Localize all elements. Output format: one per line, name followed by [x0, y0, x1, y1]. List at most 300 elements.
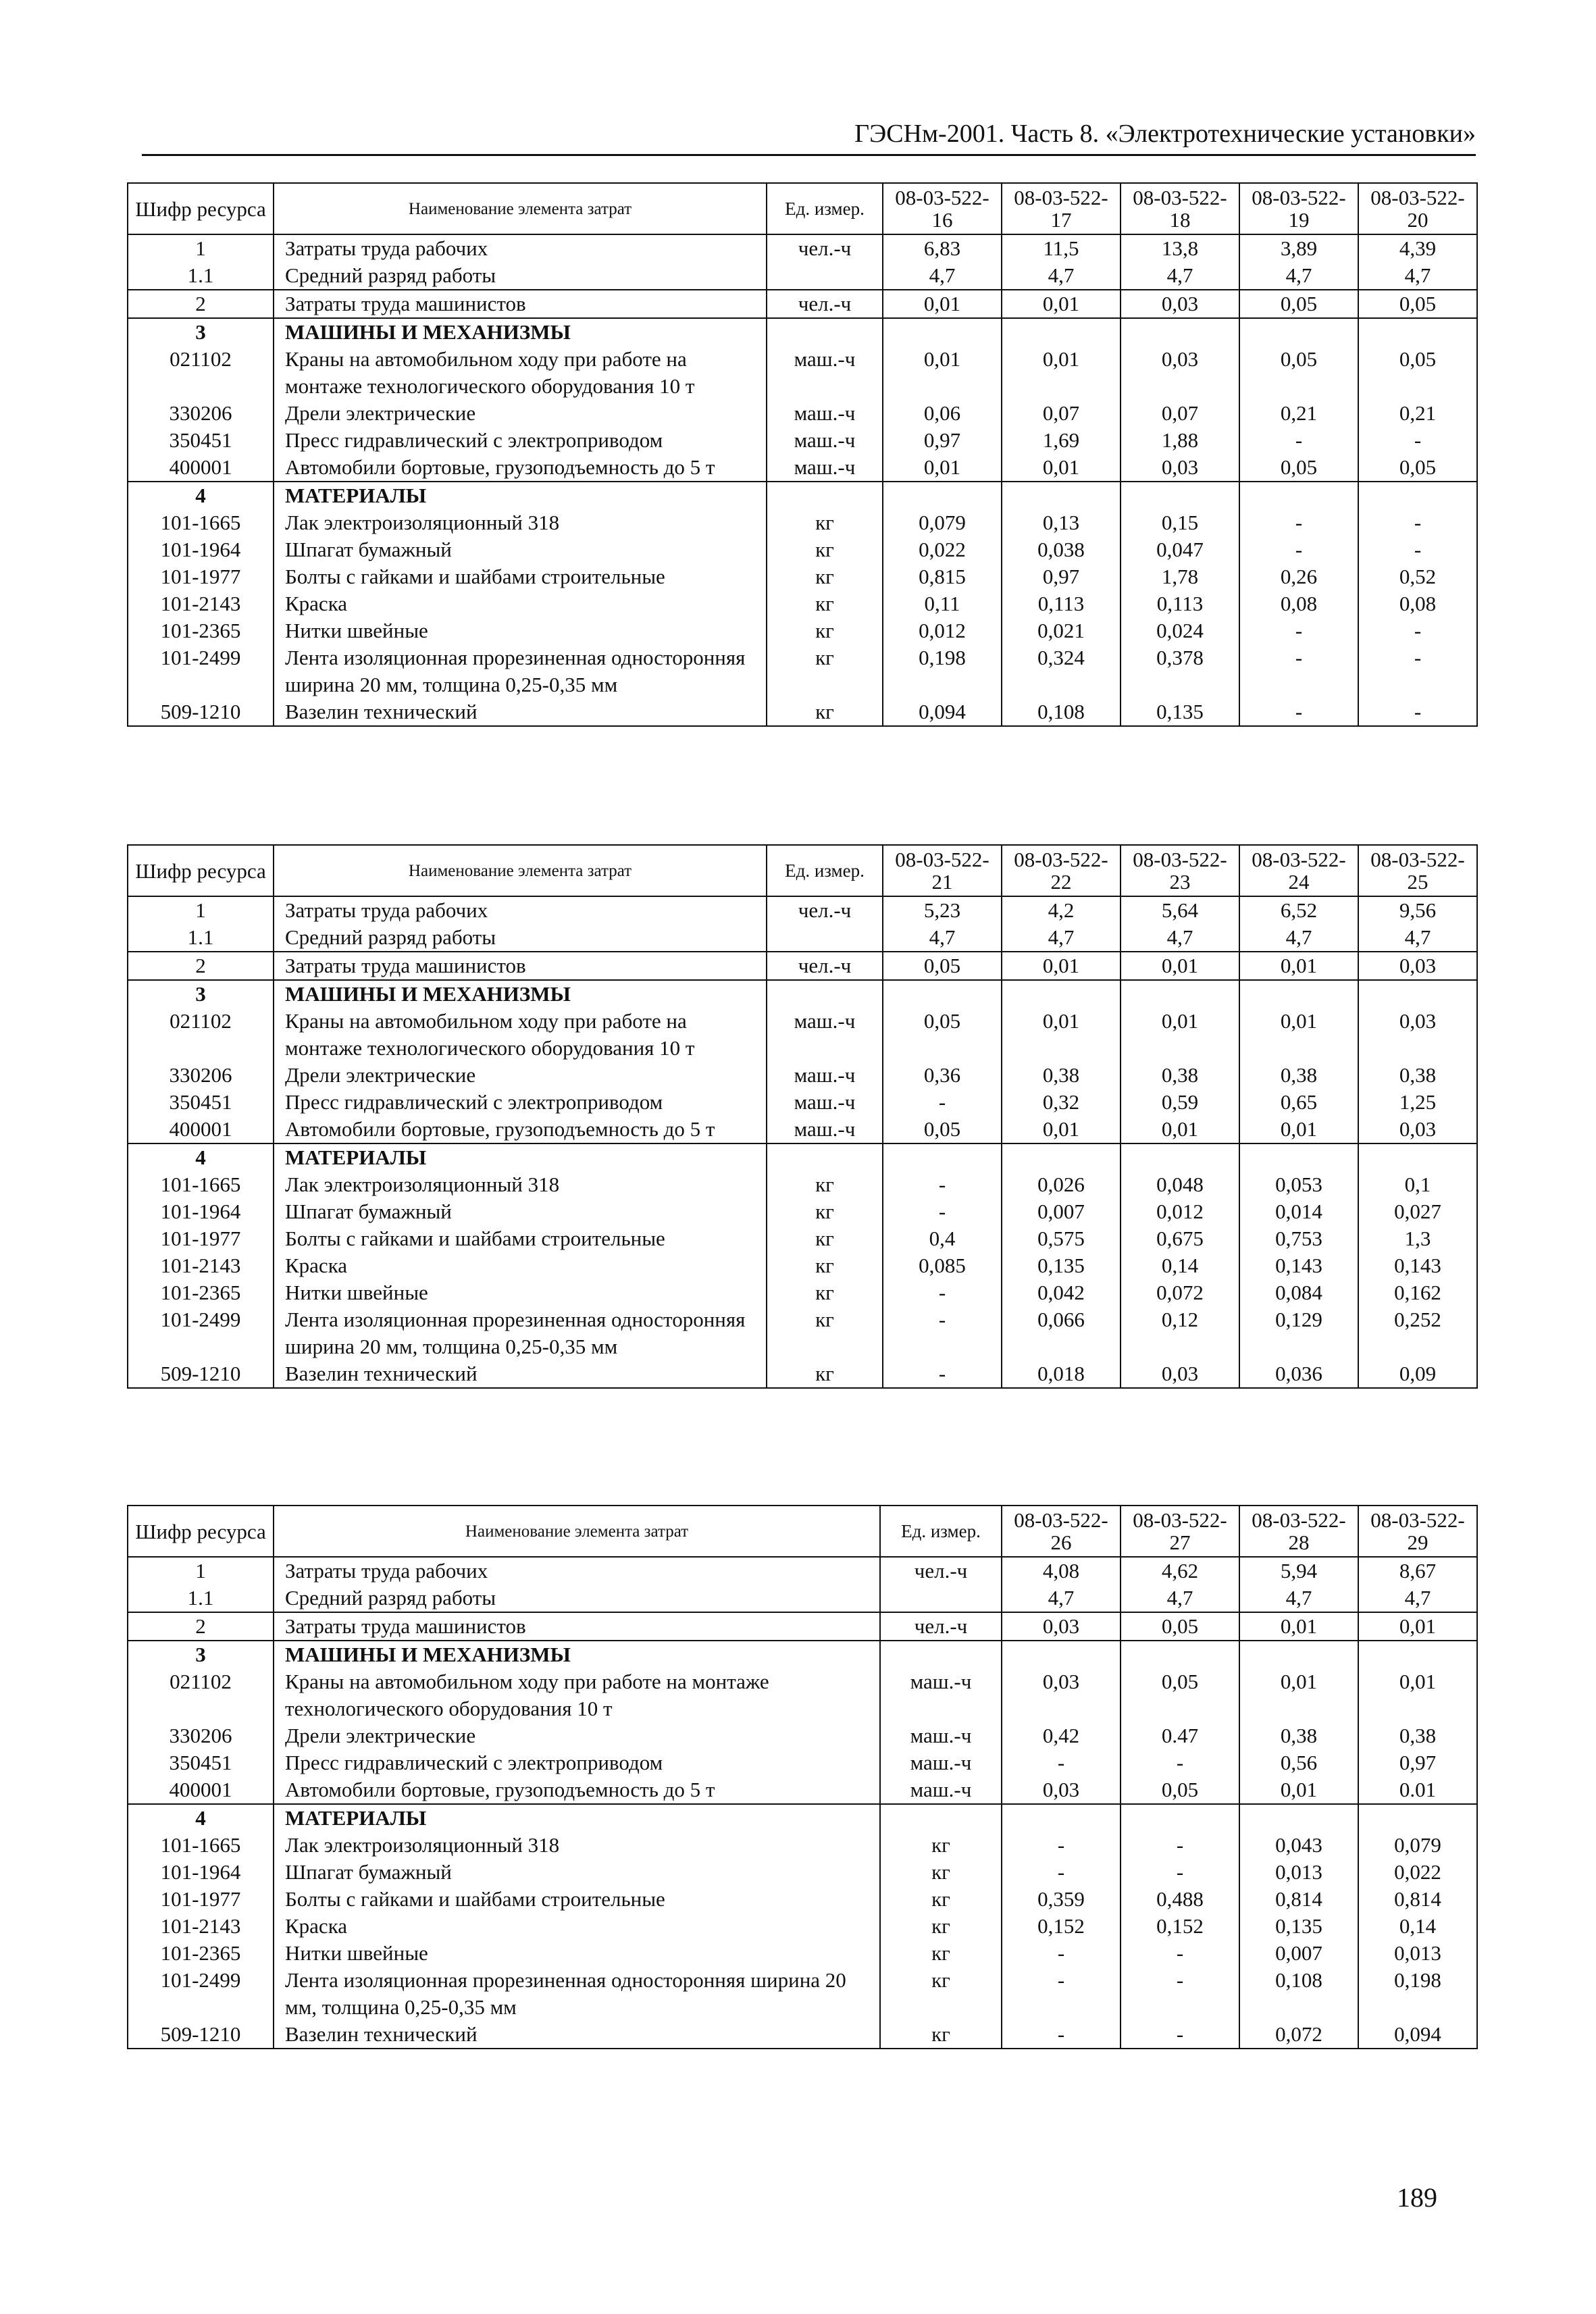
norm-value — [1358, 1143, 1477, 1171]
norm-value: 4,7 — [1121, 262, 1239, 290]
norm-value: 0,05 — [883, 1116, 1002, 1143]
table-row — [128, 482, 1477, 509]
cost-element-name: Краска — [274, 1913, 880, 1940]
norm-value: 6,52 — [1239, 896, 1358, 924]
norm-value: 0,01 — [1121, 1008, 1239, 1062]
table-row — [128, 924, 1477, 952]
unit: кг — [767, 1198, 883, 1225]
cost-element-name: Болты с гайками и шайбами строительные — [274, 1886, 880, 1913]
resource-code: 509-1210 — [128, 1360, 274, 1388]
norm-value: 0,14 — [1358, 1913, 1477, 1940]
norm-value: 0,675 — [1121, 1225, 1239, 1252]
norm-value: 0,152 — [1002, 1913, 1121, 1940]
column-header-norm: 08-03-522-23 — [1121, 845, 1239, 896]
norm-value: - — [1121, 1749, 1239, 1776]
table-row — [128, 454, 1477, 482]
table-row — [128, 1089, 1477, 1116]
norm-value: 0,03 — [1358, 1008, 1477, 1062]
norm-value: 0,013 — [1239, 1859, 1358, 1886]
column-header-norm: 08-03-522-18 — [1121, 183, 1239, 234]
norm-value — [883, 1143, 1002, 1171]
unit: кг — [767, 617, 883, 644]
table-row — [128, 1832, 1477, 1859]
table-row — [128, 2021, 1477, 2049]
cost-element-name: Болты с гайками и шайбами строительные — [274, 563, 767, 590]
norm-value: 0,012 — [1121, 1198, 1239, 1225]
norm-value: 4,2 — [1002, 896, 1121, 924]
column-header-unit: Ед. измер. — [767, 845, 883, 896]
norm-value: - — [1358, 644, 1477, 698]
cost-element-name: Автомобили бортовые, грузоподъемность до 5 т — [274, 454, 767, 482]
norm-value: 0,066 — [1002, 1306, 1121, 1360]
norm-value: 0,01 — [883, 346, 1002, 400]
norm-value: 4,7 — [1239, 262, 1358, 290]
norm-value: 0,21 — [1358, 400, 1477, 427]
norm-value: 0,05 — [1239, 346, 1358, 400]
resource-code: 021102 — [128, 1668, 274, 1722]
norm-value: 0,018 — [1002, 1360, 1121, 1388]
norm-value: 0,014 — [1239, 1198, 1358, 1225]
column-header-norm: 08-03-522-28 — [1239, 1506, 1358, 1557]
resource-code: 101-2499 — [128, 644, 274, 698]
norm-value: 0,01 — [1002, 346, 1121, 400]
unit — [880, 1641, 1002, 1668]
table-header-row — [128, 183, 1477, 234]
norm-value: 0,108 — [1239, 1967, 1358, 2021]
norm-value: 0,129 — [1239, 1306, 1358, 1360]
table-row — [128, 1279, 1477, 1306]
norm-value — [1002, 482, 1121, 509]
resource-code: 101-1665 — [128, 1832, 274, 1859]
unit: кг — [767, 1306, 883, 1360]
norm-value: 0,07 — [1002, 400, 1121, 427]
table-row — [128, 400, 1477, 427]
resource-code: 3 — [128, 318, 274, 346]
estimate-table — [127, 182, 1478, 727]
norm-value: 0,013 — [1358, 1940, 1477, 1967]
norm-value: 4,7 — [1002, 262, 1121, 290]
cost-element-name: Затраты труда рабочих — [274, 234, 767, 262]
table-row — [128, 536, 1477, 563]
column-header-norm: 08-03-522-20 — [1358, 183, 1477, 234]
norm-value — [1358, 980, 1477, 1008]
norm-value: 0,13 — [1002, 509, 1121, 536]
norm-value: 0,026 — [1002, 1171, 1121, 1198]
cost-element-name: Затраты труда машинистов — [274, 290, 767, 318]
norm-value: 0,024 — [1121, 617, 1239, 644]
cost-element-name: Средний разряд работы — [274, 924, 767, 952]
table-row — [128, 346, 1477, 400]
norm-value: 4,7 — [1121, 924, 1239, 952]
page-number: 189 — [1397, 2182, 1437, 2213]
norm-value: 11,5 — [1002, 234, 1121, 262]
column-header-unit: Ед. измер. — [880, 1506, 1002, 1557]
cost-element-name: Нитки швейные — [274, 1279, 767, 1306]
norm-value: 0,01 — [1002, 952, 1121, 980]
norm-value: - — [883, 1089, 1002, 1116]
unit: чел.-ч — [880, 1612, 1002, 1641]
norm-value: 0,59 — [1121, 1089, 1239, 1116]
unit: кг — [767, 1360, 883, 1388]
norm-value: 0,05 — [1121, 1776, 1239, 1804]
cost-element-name: Дрели электрические — [274, 400, 767, 427]
resource-code: 400001 — [128, 1116, 274, 1143]
table-row — [128, 644, 1477, 698]
norm-value — [1358, 1641, 1477, 1668]
norm-value: 0,814 — [1358, 1886, 1477, 1913]
norm-value: 0,113 — [1002, 590, 1121, 617]
norm-value: 1,25 — [1358, 1089, 1477, 1116]
norm-value: 0,007 — [1002, 1198, 1121, 1225]
norm-value: 0,753 — [1239, 1225, 1358, 1252]
norm-value: 0,378 — [1121, 644, 1239, 698]
norm-value: 0,814 — [1239, 1886, 1358, 1913]
norm-value: 0,03 — [1121, 454, 1239, 482]
column-header-norm: 08-03-522-25 — [1358, 845, 1477, 896]
resource-code: 3 — [128, 1641, 274, 1668]
cost-element-name: Затраты труда машинистов — [274, 952, 767, 980]
norm-value: 4,7 — [1358, 1585, 1477, 1612]
norm-value: - — [1358, 536, 1477, 563]
cost-element-name: Затраты труда машинистов — [274, 1612, 880, 1641]
norm-value: 0,32 — [1002, 1089, 1121, 1116]
norm-value — [1358, 482, 1477, 509]
norm-value: 13,8 — [1121, 234, 1239, 262]
resource-code: 101-1665 — [128, 509, 274, 536]
norm-value: 0,01 — [883, 454, 1002, 482]
cost-element-name: Лак электроизоляционный 318 — [274, 1171, 767, 1198]
norm-value: 0,01 — [1121, 1116, 1239, 1143]
cost-element-name: Вазелин технический — [274, 698, 767, 726]
norm-value: 0,05 — [1358, 290, 1477, 318]
unit: кг — [767, 563, 883, 590]
unit — [767, 980, 883, 1008]
norm-value — [883, 318, 1002, 346]
table-row — [128, 1859, 1477, 1886]
resource-code: 330206 — [128, 1722, 274, 1749]
unit: кг — [880, 1913, 1002, 1940]
norm-value: - — [1002, 1940, 1121, 1967]
resource-code: 350451 — [128, 1089, 274, 1116]
cost-element-name: Шпагат бумажный — [274, 1859, 880, 1886]
norm-value: - — [1002, 2021, 1121, 2049]
table-row — [128, 563, 1477, 590]
norm-value: 0,036 — [1239, 1360, 1358, 1388]
norm-value: - — [1239, 509, 1358, 536]
table-row — [128, 1585, 1477, 1612]
norm-value: - — [1358, 427, 1477, 454]
cost-element-name: Лента изоляционная прорезиненная односторонняя ширина 20 мм, толщина 0,25-0,35 мм — [274, 644, 767, 698]
unit: маш.-ч — [767, 400, 883, 427]
norm-value: 0,198 — [1358, 1967, 1477, 2021]
unit: чел.-ч — [767, 290, 883, 318]
table-row — [128, 1062, 1477, 1089]
table-row — [128, 1143, 1477, 1171]
norm-value: 8,67 — [1358, 1557, 1477, 1585]
resource-code: 101-2365 — [128, 1279, 274, 1306]
norm-value: - — [1121, 1940, 1239, 1967]
norm-value: 0,11 — [883, 590, 1002, 617]
column-header-norm: 08-03-522-19 — [1239, 183, 1358, 234]
norm-value: 0,162 — [1358, 1279, 1477, 1306]
unit: кг — [767, 698, 883, 726]
norm-value: 0,047 — [1121, 536, 1239, 563]
resource-code: 350451 — [128, 427, 274, 454]
unit — [767, 482, 883, 509]
resource-code: 101-2499 — [128, 1967, 274, 2021]
norm-value: 0,079 — [1358, 1832, 1477, 1859]
resource-code: 101-1665 — [128, 1171, 274, 1198]
unit: кг — [880, 1886, 1002, 1913]
norm-value: 0,05 — [1121, 1612, 1239, 1641]
unit: кг — [880, 2021, 1002, 2049]
cost-element-name: Пресс гидравлический с электроприводом — [274, 427, 767, 454]
cost-element-name: Дрели электрические — [274, 1062, 767, 1089]
norm-value: 0,65 — [1239, 1089, 1358, 1116]
unit: чел.-ч — [767, 896, 883, 924]
norm-value: 5,64 — [1121, 896, 1239, 924]
norm-value: - — [1121, 2021, 1239, 2049]
cost-element-name: Автомобили бортовые, грузоподъемность до 5 т — [274, 1776, 880, 1804]
norm-value: 0,03 — [1002, 1776, 1121, 1804]
norm-value: 0,072 — [1121, 1279, 1239, 1306]
table-row — [128, 1306, 1477, 1360]
table-row — [128, 980, 1477, 1008]
unit: маш.-ч — [767, 1089, 883, 1116]
cost-element-name: Краны на автомобильном ходу при работе на монтаже технологического оборудования 10 т — [274, 1668, 880, 1722]
unit: маш.-ч — [767, 1008, 883, 1062]
norm-value — [1002, 318, 1121, 346]
norm-value: 0,01 — [1358, 1612, 1477, 1641]
norm-value: 1,69 — [1002, 427, 1121, 454]
cost-element-name: Краны на автомобильном ходу при работе на монтаже технологического оборудования 10 т — [274, 1008, 767, 1062]
norm-value: - — [1239, 698, 1358, 726]
norm-value: 0,08 — [1239, 590, 1358, 617]
resource-code: 3 — [128, 980, 274, 1008]
norm-value: - — [1358, 509, 1477, 536]
table-row — [128, 1967, 1477, 2021]
norm-value — [1239, 482, 1358, 509]
norm-value — [1239, 980, 1358, 1008]
norm-value — [1002, 1143, 1121, 1171]
norm-value: - — [1002, 1832, 1121, 1859]
norm-value: 1,88 — [1121, 427, 1239, 454]
cost-element-name: Нитки швейные — [274, 617, 767, 644]
resource-code: 1.1 — [128, 262, 274, 290]
table-row — [128, 1198, 1477, 1225]
table-row — [128, 1252, 1477, 1279]
cost-element-name: Затраты труда рабочих — [274, 896, 767, 924]
norm-value — [1239, 1641, 1358, 1668]
norm-value: 5,23 — [883, 896, 1002, 924]
norm-value: - — [1002, 1749, 1121, 1776]
norm-value: 0,359 — [1002, 1886, 1121, 1913]
norm-value: 0,42 — [1002, 1722, 1121, 1749]
norm-value — [1121, 1804, 1239, 1832]
column-header-code: Шифр ресурса — [128, 1506, 274, 1557]
unit: кг — [767, 644, 883, 698]
table-row — [128, 1749, 1477, 1776]
unit — [767, 924, 883, 952]
norm-value: 0,027 — [1358, 1198, 1477, 1225]
norm-value: 1,78 — [1121, 563, 1239, 590]
table-row — [128, 1913, 1477, 1940]
estimate-table — [127, 1505, 1478, 2049]
norm-value — [1121, 482, 1239, 509]
resource-code: 101-2499 — [128, 1306, 274, 1360]
table-row — [128, 1008, 1477, 1062]
norm-value: 0,01 — [1239, 1668, 1358, 1722]
column-header-norm: 08-03-522-24 — [1239, 845, 1358, 896]
table-row — [128, 427, 1477, 454]
norm-value: - — [1239, 536, 1358, 563]
resource-code: 101-1977 — [128, 1886, 274, 1913]
column-header-norm: 08-03-522-17 — [1002, 183, 1121, 234]
cost-element-name: Автомобили бортовые, грузоподъемность до 5 т — [274, 1116, 767, 1143]
resource-code: 101-2143 — [128, 1913, 274, 1940]
cost-element-name: Лак электроизоляционный 318 — [274, 509, 767, 536]
norm-value: 0,05 — [883, 1008, 1002, 1062]
resource-code: 330206 — [128, 1062, 274, 1089]
table-row — [128, 1722, 1477, 1749]
norm-value: 0,38 — [1002, 1062, 1121, 1089]
unit: кг — [767, 1171, 883, 1198]
norm-value: 4,08 — [1002, 1557, 1121, 1585]
norm-value: 0,97 — [883, 427, 1002, 454]
norm-value: 0,135 — [1002, 1252, 1121, 1279]
unit: маш.-ч — [880, 1722, 1002, 1749]
cost-element-name: Вазелин технический — [274, 2021, 880, 2049]
norm-value: 0,01 — [1358, 1668, 1477, 1722]
table-row — [128, 1612, 1477, 1641]
norm-value: - — [883, 1279, 1002, 1306]
norm-value: 0,36 — [883, 1062, 1002, 1089]
column-header-name: Наименование элемента затрат — [274, 1506, 880, 1557]
norm-value: 0,03 — [1121, 1360, 1239, 1388]
unit: маш.-ч — [880, 1776, 1002, 1804]
resource-code: 509-1210 — [128, 2021, 274, 2049]
resource-code: 101-1964 — [128, 1198, 274, 1225]
table-row — [128, 1804, 1477, 1832]
norm-value: 4,7 — [1239, 924, 1358, 952]
column-header-name: Наименование элемента затрат — [274, 183, 767, 234]
norm-value: 0,01 — [1002, 1008, 1121, 1062]
resource-code: 021102 — [128, 1008, 274, 1062]
norm-value: 0,108 — [1002, 698, 1121, 726]
resource-code: 2 — [128, 1612, 274, 1641]
unit: кг — [767, 1225, 883, 1252]
norm-value: 4,7 — [883, 262, 1002, 290]
table-row — [128, 1776, 1477, 1804]
cost-element-name: Шпагат бумажный — [274, 1198, 767, 1225]
norm-value: - — [883, 1171, 1002, 1198]
unit — [880, 1804, 1002, 1832]
column-header-norm: 08-03-522-26 — [1002, 1506, 1121, 1557]
norm-value: 0,4 — [883, 1225, 1002, 1252]
norm-value: 0,06 — [883, 400, 1002, 427]
cost-element-name: Пресс гидравлический с электроприводом — [274, 1749, 880, 1776]
unit: кг — [767, 1279, 883, 1306]
norm-value: 9,56 — [1358, 896, 1477, 924]
norm-value: 0,03 — [1002, 1668, 1121, 1722]
table-row — [128, 290, 1477, 318]
norm-value: 0,52 — [1358, 563, 1477, 590]
unit — [767, 262, 883, 290]
norm-value: 0,143 — [1358, 1252, 1477, 1279]
resource-code: 4 — [128, 482, 274, 509]
norm-value: 0,05 — [883, 952, 1002, 980]
table-row — [128, 234, 1477, 262]
norm-value: 5,94 — [1239, 1557, 1358, 1585]
norm-value: 0,21 — [1239, 400, 1358, 427]
unit: маш.-ч — [767, 1116, 883, 1143]
norm-value: 0,198 — [883, 644, 1002, 698]
unit: маш.-ч — [767, 427, 883, 454]
cost-element-name: Краска — [274, 1252, 767, 1279]
norm-value: 0,08 — [1358, 590, 1477, 617]
cost-element-name: Краска — [274, 590, 767, 617]
resource-code: 101-2143 — [128, 1252, 274, 1279]
norm-value: - — [1002, 1967, 1121, 2021]
cost-element-name: Дрели электрические — [274, 1722, 880, 1749]
resource-code: 1 — [128, 896, 274, 924]
norm-value — [1358, 1804, 1477, 1832]
resource-code: 101-2365 — [128, 617, 274, 644]
unit: чел.-ч — [767, 952, 883, 980]
table-row — [128, 262, 1477, 290]
norm-value: 4,7 — [1358, 262, 1477, 290]
cost-element-name: Лента изоляционная прорезиненная односторонняя ширина 20 мм, толщина 0,25-0,35 мм — [274, 1967, 880, 2021]
norm-value — [1002, 1641, 1121, 1668]
norm-value: 0,152 — [1121, 1913, 1239, 1940]
norm-value: 0,03 — [1002, 1612, 1121, 1641]
table-row — [128, 1668, 1477, 1722]
table-row — [128, 698, 1477, 726]
resource-code: 101-1977 — [128, 563, 274, 590]
column-header-norm: 08-03-522-21 — [883, 845, 1002, 896]
table-row — [128, 1557, 1477, 1585]
table-row — [128, 1171, 1477, 1198]
norm-value: 4,7 — [1121, 1585, 1239, 1612]
unit — [767, 318, 883, 346]
norm-value: 0,038 — [1002, 536, 1121, 563]
norm-value — [1121, 318, 1239, 346]
unit: кг — [880, 1832, 1002, 1859]
resource-code: 1 — [128, 1557, 274, 1585]
norm-value: 4,7 — [883, 924, 1002, 952]
cost-element-name: Лента изоляционная прорезиненная односторонняя ширина 20 мм, толщина 0,25-0,35 мм — [274, 1306, 767, 1360]
cost-element-name: Затраты труда рабочих — [274, 1557, 880, 1585]
table-row — [128, 1940, 1477, 1967]
norm-value: 0,084 — [1239, 1279, 1358, 1306]
norm-value: 0,01 — [1002, 454, 1121, 482]
table-row — [128, 509, 1477, 536]
norm-value: 0,815 — [883, 563, 1002, 590]
unit — [767, 1143, 883, 1171]
norm-value: 0,26 — [1239, 563, 1358, 590]
table-row — [128, 1225, 1477, 1252]
norm-value: 0,143 — [1239, 1252, 1358, 1279]
norm-value: 0,38 — [1121, 1062, 1239, 1089]
norm-value: 0,053 — [1239, 1171, 1358, 1198]
norm-value: 0,12 — [1121, 1306, 1239, 1360]
unit: чел.-ч — [880, 1557, 1002, 1585]
resource-code: 1.1 — [128, 1585, 274, 1612]
norm-value: 0,488 — [1121, 1886, 1239, 1913]
unit: маш.-ч — [767, 346, 883, 400]
norm-value: 0,022 — [1358, 1859, 1477, 1886]
norm-value: 0,01 — [1121, 952, 1239, 980]
